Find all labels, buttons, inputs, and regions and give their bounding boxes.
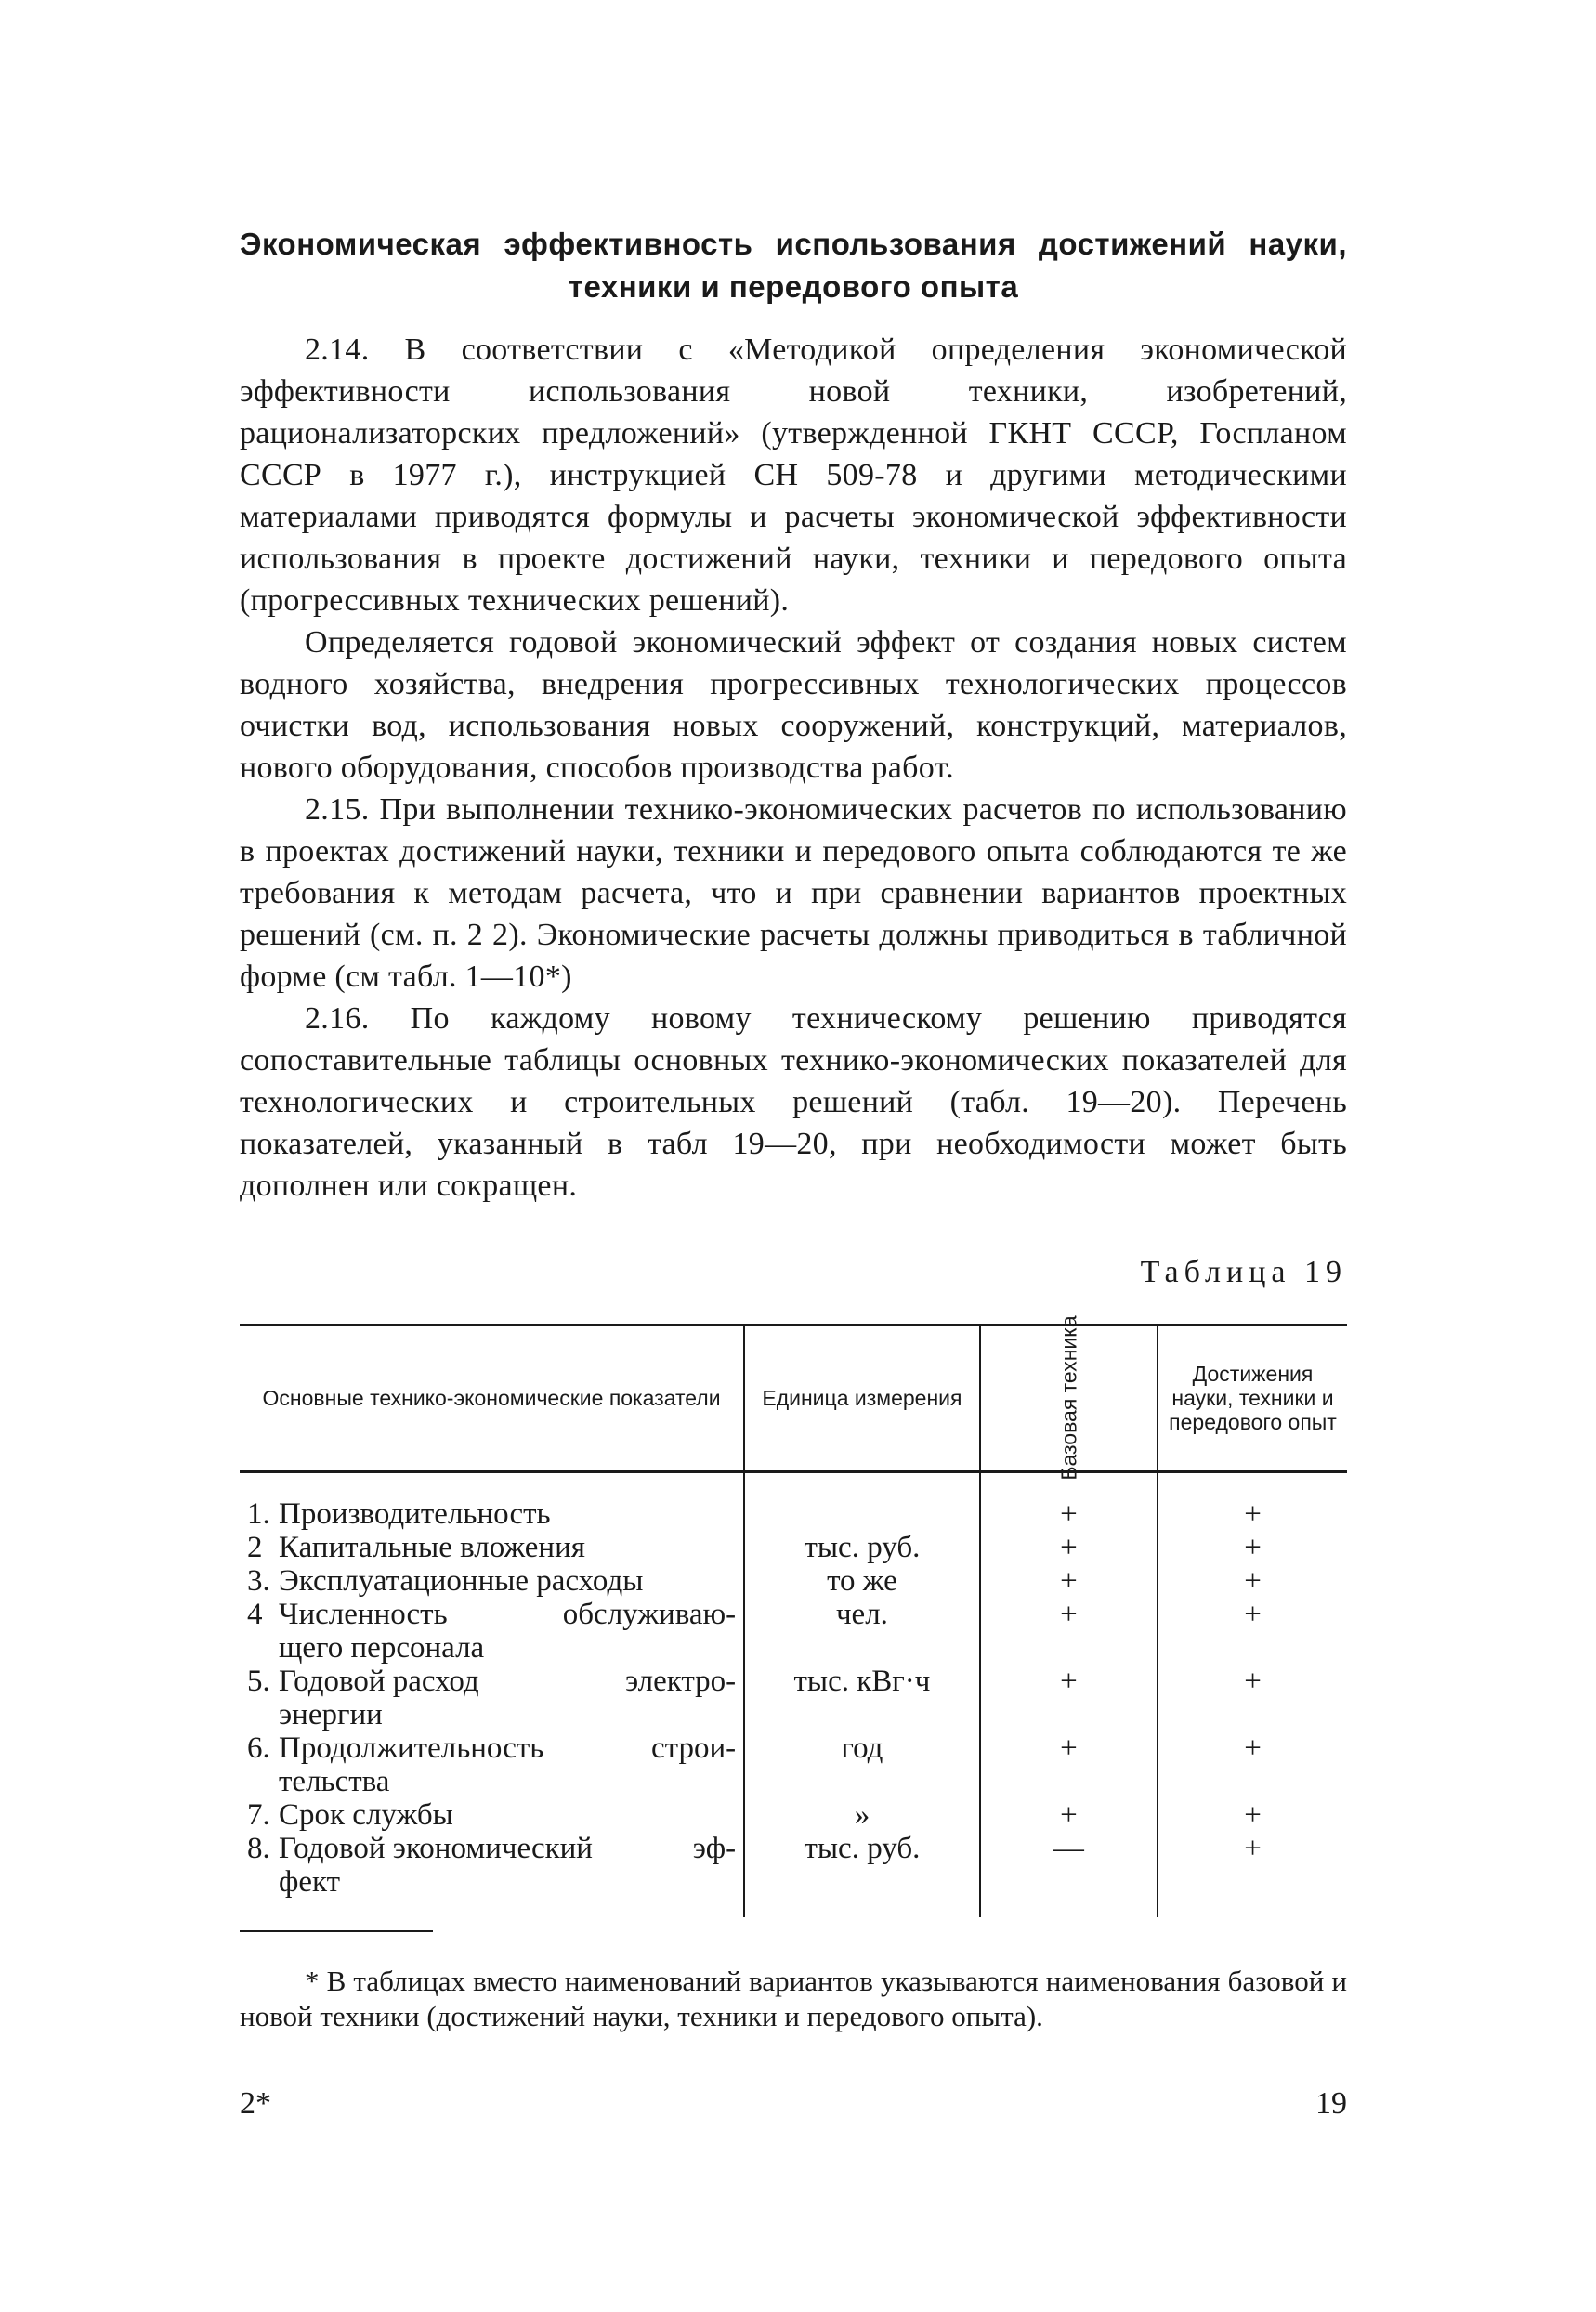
- row-indicator-wrap: тельства: [279, 1765, 390, 1798]
- row-new-mark: +: [1158, 1798, 1347, 1832]
- table-row: [240, 1598, 1347, 1665]
- row-unit: [744, 1472, 980, 1532]
- row-new-mark: +: [1158, 1564, 1347, 1598]
- header-new-technology: Достижения науки, техники и передового опыт: [1158, 1325, 1347, 1472]
- paragraph-2-14: 2.14. В соответствии с «Методикой определения экономической эффективности использования новой техники, изобретений, рационализаторских предложений» (утвержденной ГКНТ СССР, Госпланом СССР в 1977 г.), инструкцией СН 509-78 и другими методическими материалами приводятся формулы и расчеты экономической эффективности использования в проекте достижений науки, техники и передового опыта (прогрессивных технических решений).: [240, 333, 1347, 618]
- page-footer: [240, 2086, 1347, 2122]
- row-unit: тыс. кВг·ч: [744, 1665, 980, 1731]
- page-number: 19: [1315, 2086, 1347, 2121]
- row-new-mark: +: [1158, 1472, 1347, 1532]
- row-indicator: Продолжительность: [279, 1731, 544, 1765]
- heading-line-2: техники и передового опыта: [568, 269, 1019, 304]
- row-new-mark: +: [1158, 1832, 1347, 1917]
- header-base-label: Базовая техника: [1056, 1315, 1081, 1481]
- row-new-mark: +: [1158, 1531, 1347, 1564]
- row-indicator-wrap: щего персонала: [279, 1631, 485, 1665]
- table-header-row: [240, 1325, 1347, 1472]
- indicators-table: [240, 1315, 1347, 1917]
- row-indicator-cont: строи-: [651, 1731, 737, 1765]
- row-indicator: Численность: [279, 1598, 448, 1631]
- row-unit: »: [744, 1798, 980, 1832]
- row-number: 3.: [247, 1564, 270, 1598]
- table-caption: Таблица 19: [1140, 1255, 1347, 1289]
- row-unit: тыс. руб.: [744, 1531, 980, 1564]
- row-base-mark: +: [980, 1472, 1158, 1532]
- row-indicator-cont: обслуживаю-: [562, 1598, 737, 1631]
- table-row: [240, 1531, 1347, 1564]
- paragraph-effect: Определяется годовой экономический эффект от создания новых систем водного хозяйства, внедрения прогрессивных технологических процессов очистки вод, использования новых сооружений, конструкций, материалов, нового оборудования, способов производства работ.: [240, 625, 1347, 785]
- row-number: 8.: [247, 1832, 270, 1865]
- row-number: 2: [247, 1531, 263, 1564]
- header-indicators: Основные технико-экономические показатели: [240, 1325, 744, 1472]
- table-row: [240, 1731, 1347, 1798]
- row-number: 1.: [247, 1497, 270, 1531]
- row-indicator: Годовой расход: [279, 1665, 479, 1698]
- section-heading: [240, 223, 1347, 308]
- table-row: [240, 1472, 1347, 1532]
- paragraph-2-16: 2.16. По каждому новому техническому решению приводятся сопоставительные таблицы основных технико-экономических показателей для технологических и строительных решений (табл. 19—20). Перечень показателей, указанный в табл 19—20, при необходимости может быть дополнен или сокращен.: [240, 1001, 1347, 1203]
- row-number: 5.: [247, 1665, 270, 1698]
- row-base-mark: +: [980, 1531, 1158, 1564]
- row-new-mark: +: [1158, 1598, 1347, 1665]
- row-indicator: Срок службы: [279, 1798, 453, 1832]
- row-indicator: Капитальные вложения: [279, 1531, 585, 1564]
- row-indicator: Производительность: [279, 1497, 551, 1531]
- row-unit: чел.: [744, 1598, 980, 1665]
- row-indicator: Эксплуатационные расходы: [279, 1564, 644, 1598]
- row-base-mark: +: [980, 1564, 1158, 1598]
- row-new-mark: +: [1158, 1665, 1347, 1731]
- row-unit: то же: [744, 1564, 980, 1598]
- table-row: [240, 1564, 1347, 1598]
- table-row: [240, 1798, 1347, 1832]
- row-unit: год: [744, 1731, 980, 1798]
- paragraph-2-15: 2.15. При выполнении технико-экономических расчетов по использованию в проектах достижений науки, техники и передового опыта соблюдаются те же требования к методам расчета, что и при сравнении вариантов проектных решений (см. п. 2 2). Экономические расчеты должны приводиться в табличной форме (см табл. 1—10*): [240, 792, 1347, 994]
- signature-mark: 2*: [240, 2086, 271, 2121]
- footnote-divider: [240, 1930, 433, 1932]
- footnote: * В таблицах вместо наименований вариантов указываются наименования базовой и новой техники (достижений науки, техники и передового опыта).: [240, 1965, 1347, 2032]
- heading-line-1: Экономическая эффективность использования достижений науки,: [240, 227, 1347, 261]
- row-new-mark: +: [1158, 1731, 1347, 1798]
- table-row: [240, 1665, 1347, 1731]
- table-row: [240, 1832, 1347, 1917]
- header-unit: Единица измерения: [744, 1325, 980, 1472]
- row-indicator: Годовой экономический: [279, 1832, 593, 1865]
- row-number: 7.: [247, 1798, 270, 1832]
- row-unit: тыс. руб.: [744, 1832, 980, 1917]
- row-base-mark: —: [980, 1832, 1158, 1917]
- row-indicator-wrap: фект: [279, 1865, 341, 1899]
- row-number: 6.: [247, 1731, 270, 1765]
- row-base-mark: +: [980, 1798, 1158, 1832]
- row-number: 4: [247, 1598, 263, 1631]
- row-base-mark: +: [980, 1598, 1158, 1665]
- row-indicator-cont: эф-: [692, 1832, 737, 1865]
- row-indicator-wrap: энергии: [279, 1698, 383, 1731]
- row-indicator-cont: электро-: [625, 1665, 737, 1698]
- document-page: [240, 223, 1347, 2122]
- row-base-mark: +: [980, 1665, 1158, 1731]
- row-base-mark: +: [980, 1731, 1158, 1798]
- header-base-technology: [980, 1315, 1158, 1481]
